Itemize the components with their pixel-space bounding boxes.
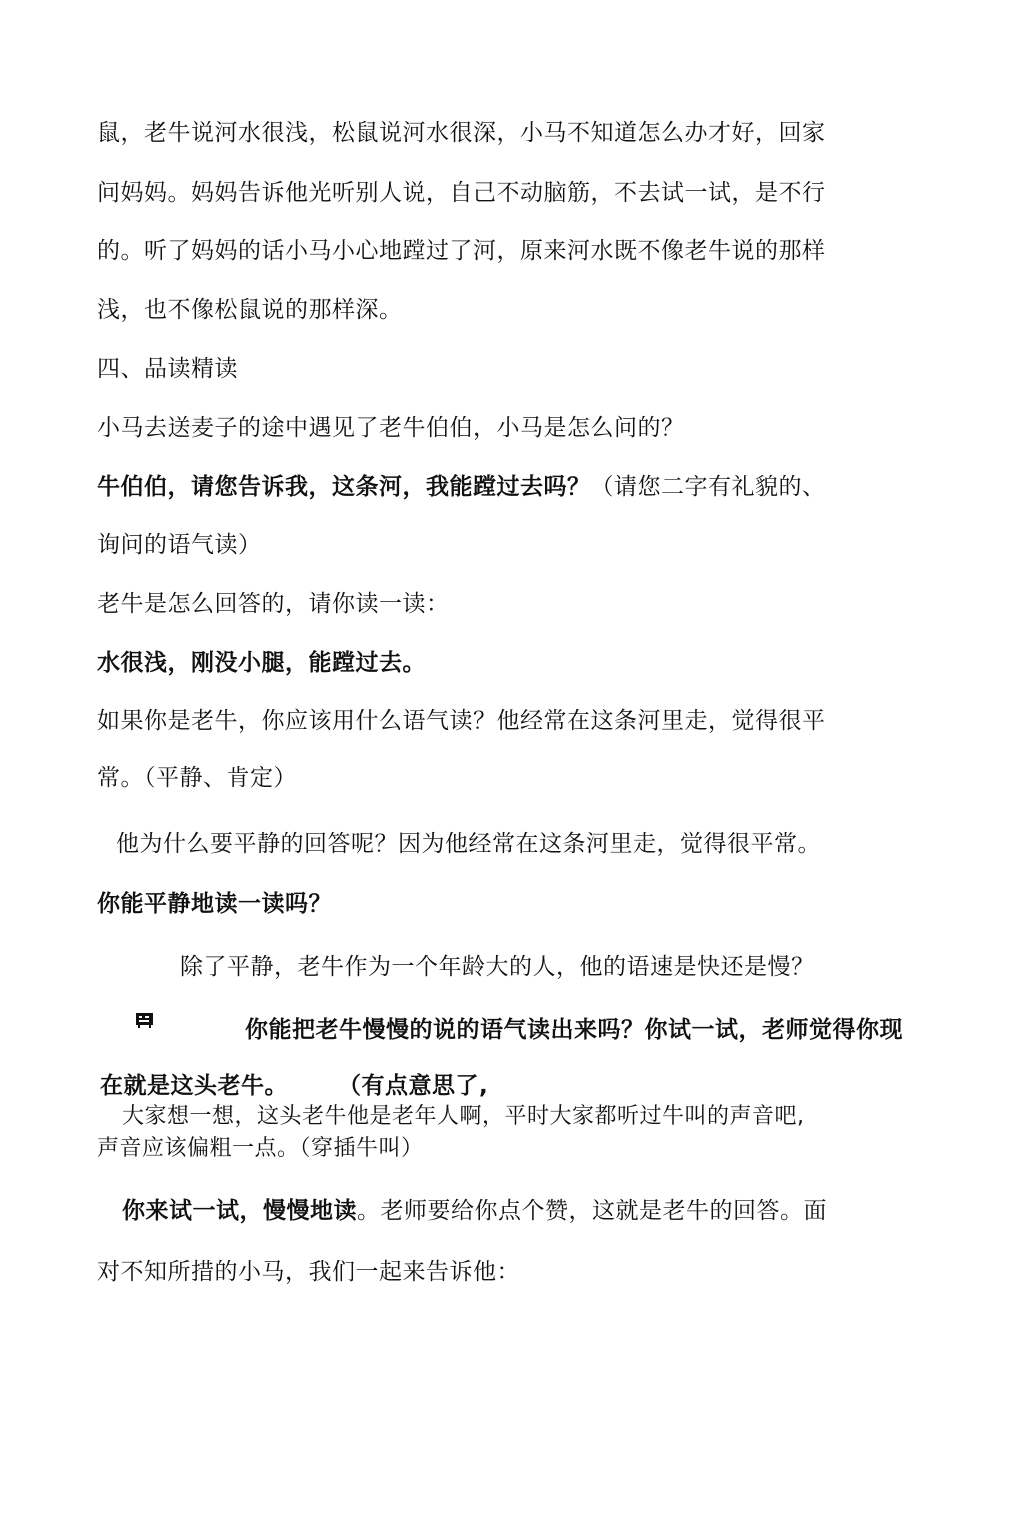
paragraph-line: 他为什么要平静的回答呢？因为他经常在这条河里走，觉得很平常。: [116, 831, 821, 857]
normal-text: （请您二字有礼貌的、: [590, 474, 826, 500]
normal-text: 。老师要给你点个赞，这就是老牛的回答。: [357, 1198, 804, 1224]
bold-line: 水很浅，刚没小腿，能蹚过去。: [97, 650, 426, 676]
paragraph-line: 对不知所措的小马，我们一起来告诉他：: [97, 1259, 520, 1285]
bold-line: （有点意思了,: [338, 1073, 489, 1099]
mixed-line: [97, 472, 826, 502]
bold-line: 你能把老牛慢慢的说的语气读出来吗？你试一试，老师觉得你现: [245, 1017, 903, 1043]
bold-text: 牛伯伯，请您告诉我，这条河，我能蹚过去吗？: [97, 474, 591, 500]
paragraph-line: 声音应该偏粗一点。（穿插牛叫）: [97, 1136, 424, 1161]
book-icon: [135, 1012, 154, 1029]
section-heading: 四、品读精读: [97, 356, 238, 382]
bold-line: 你能平静地读一读吗？: [97, 891, 332, 917]
paragraph-line: 常。（平静、肯定）: [97, 765, 297, 791]
paragraph-line: 问妈妈。妈妈告诉他光听别人说，自己不动脑筋，不去试一试，是不行: [97, 180, 826, 206]
bold-text: 你来试一试，慢慢地读: [122, 1198, 357, 1224]
paragraph-line: 小马去送麦子的途中遇见了老牛伯伯，小马是怎么问的？: [97, 415, 685, 441]
paragraph-line: 浅，也不像松鼠说的那样深。: [97, 297, 403, 323]
normal-text: 面: [803, 1198, 827, 1224]
paragraph-line: 大家想一想，这头老牛他是老年人啊，平时大家都听过牛叫的声音吧,: [122, 1104, 805, 1129]
paragraph-line: 鼠，老牛说河水很浅，松鼠说河水很深，小马不知道怎么办才好，回家: [97, 120, 826, 146]
paragraph-line: 老牛是怎么回答的，请你读一读：: [97, 591, 450, 617]
paragraph-line: 如果你是老牛，你应该用什么语气读？他经常在这条河里走，觉得很平: [97, 708, 826, 734]
paragraph-line: 除了平静，老牛作为一个年龄大的人，他的语速是快还是慢？: [180, 954, 815, 980]
paragraph-line: 的。听了妈妈的话小马小心地蹚过了河，原来河水既不像老牛说的那样: [97, 238, 826, 264]
paragraph-line: 询问的语气读）: [97, 532, 262, 558]
mixed-line: [122, 1196, 827, 1226]
bold-line: 在就是这头老牛。: [100, 1073, 288, 1099]
